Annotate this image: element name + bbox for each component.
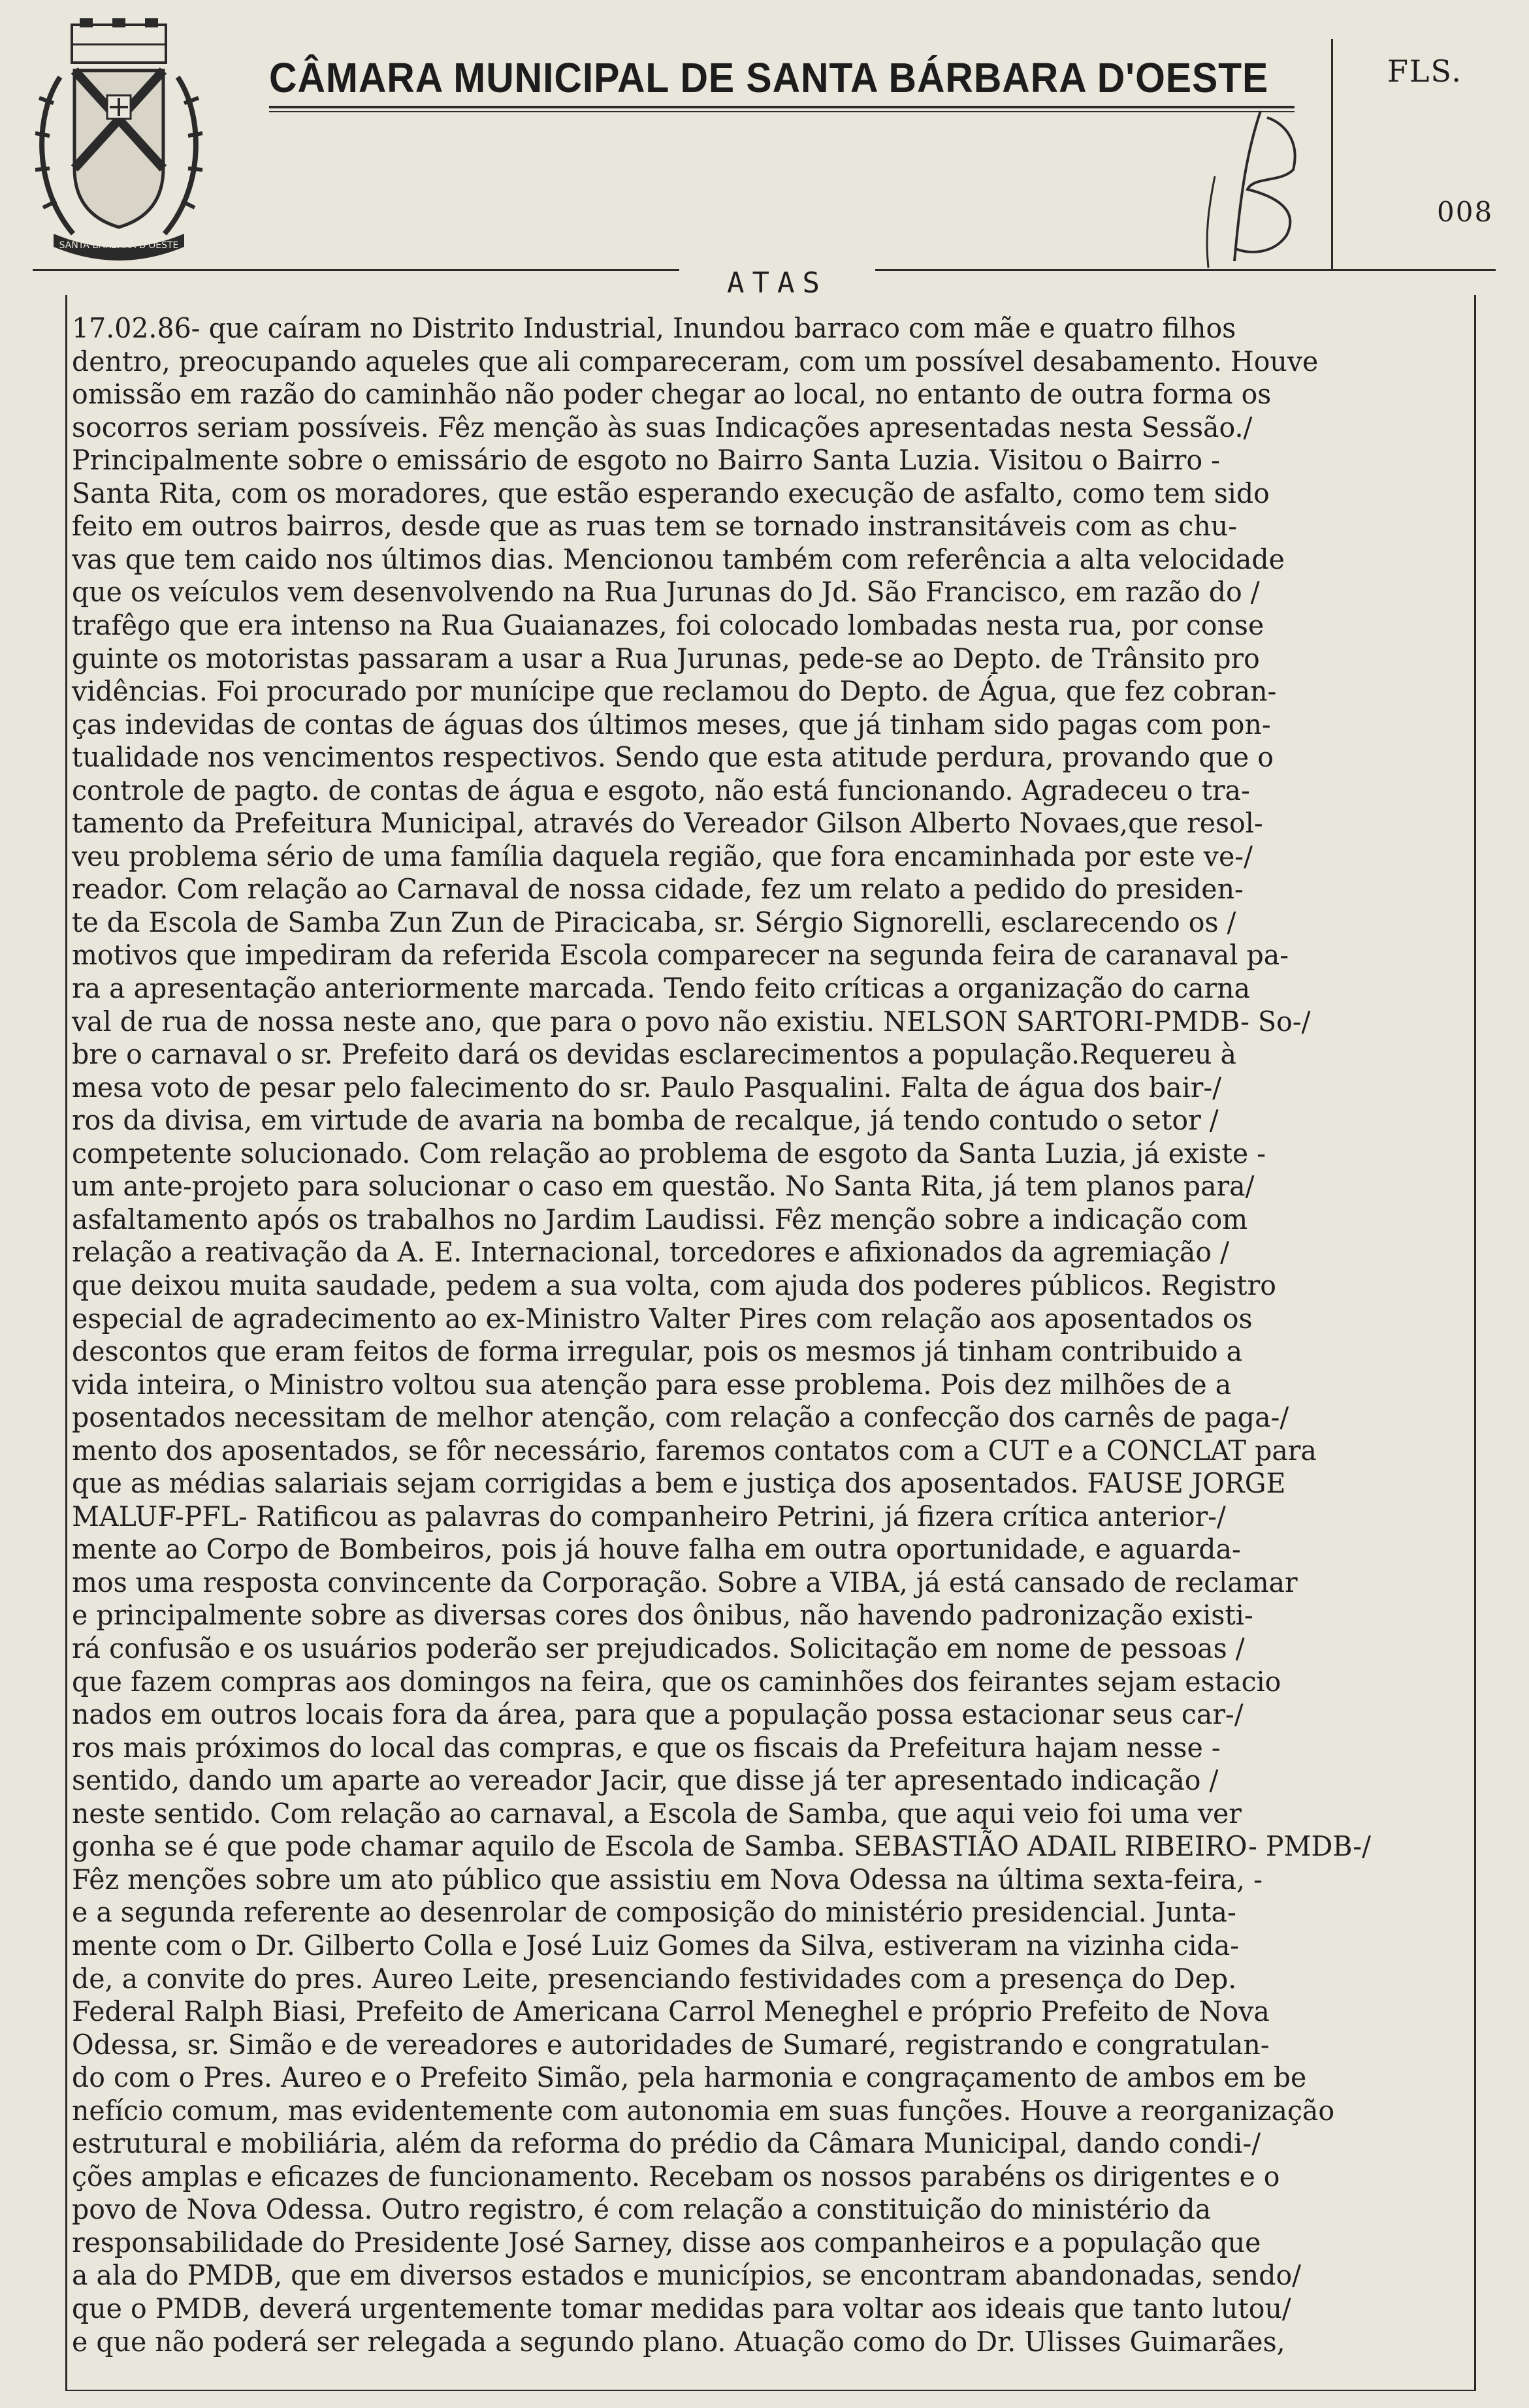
handwritten-signature-icon [1169,98,1326,274]
minutes-line: a ala do PMDB, que em diversos estados e municípios, se encontram abandonadas, sendo/ [72,2259,1302,2292]
minutes-line: e principalmente sobre as diversas cores dos ônibus, não havendo padronização existi- [72,1599,1253,1632]
minutes-line: dentro, preocupando aqueles que ali compareceram, com um possível desabamento. Houve [72,345,1319,377]
minutes-line: vas que tem caido nos últimos dias. Mencionou também com referência a alta velocidade [72,543,1285,575]
minutes-line: posentados necessitam de melhor atenção, com relação a confecção dos carnês de paga-/ [72,1401,1289,1434]
minutes-line: mente com o Dr. Gilberto Colla e José Luiz Gomes da Silva, estiveram na vizinha cida- [72,1929,1240,1961]
minutes-line: reador. Com relação ao Carnaval de nossa cidade, fez um relato a pedido do presiden- [72,873,1244,906]
folio-number: 008 [1437,196,1494,228]
minutes-line: especial de agradecimento ao ex-Ministro Valter Pires com relação aos aposentados os [72,1302,1253,1335]
minutes-line: guinte os motoristas passaram a usar a Rua Jurunas, pede-se ao Depto. de Trânsito pro [72,642,1260,674]
header-rule [269,106,1295,108]
minutes-line: Santa Rita, com os moradores, que estão esperando execução de asfalto, como tem sido [72,477,1270,509]
minutes-line: mesa voto de pesar pelo falecimento do sr. Paulo Pasqualini. Falta de água dos bair-/ [72,1071,1222,1103]
minutes-line: que deixou muita saudade, pedem a sua volta, com ajuda dos poderes públicos. Registro [72,1269,1276,1301]
header-rule-thin [269,111,1295,112]
minutes-line: que fazem compras aos domingos na feira, que os caminhões dos feirantes sejam estacio [72,1665,1281,1698]
minutes-line: que os veículos vem desenvolvendo na Rua Jurunas do Jd. São Francisco, em razão do / [72,576,1260,609]
minutes-line: mente ao Corpo de Bombeiros, pois já houve falha em outra oportunidade, e aguarda- [72,1533,1241,1566]
minutes-line: bre o carnaval o sr. Prefeito dará os devidas esclarecimentos a população.Requereu à [72,1038,1236,1071]
minutes-line: competente solucionado. Com relação ao problema de esgoto da Santa Luzia, já existe - [72,1137,1266,1169]
minutes-line: sentido, dando um aparte ao vereador Jacir, que disse já ter apresentado indicação / [72,1764,1219,1797]
minutes-line: descontos que eram feitos de forma irregular, pois os mesmos já tinham contribuido a [72,1335,1243,1368]
section-title: ATAS [727,266,828,300]
minutes-line: relação a reativação da A. E. Internacional, torcedores e afixionados da agremiação / [72,1236,1229,1269]
document-header-title: CÂMARA MUNICIPAL DE SANTA BÁRBARA D'OESTE [269,54,1269,101]
minutes-line: neste sentido. Com relação ao carnaval, a Escola de Samba, que aqui veio foi uma ver [72,1797,1242,1830]
minutes-line: tamento da Prefeitura Municipal, através do Vereador Gilson Alberto Novaes,que resol- [72,807,1263,840]
minutes-line: gonha se é que pode chamar aquilo de Escola de Samba. SEBASTIÃO ADAIL RIBEIRO- PMDB-/ [72,1830,1371,1863]
minutes-line: socorros seriam possíveis. Fêz menção às suas Indicações apresentadas nesta Sessão./ [72,411,1253,443]
minutes-line: mos uma resposta convincente da Corporação. Sobre a VIBA, já está cansado de reclamar [72,1566,1298,1598]
minutes-line: asfaltamento após os trabalhos no Jardim Laudissi. Fêz menção sobre a indicação com [72,1203,1248,1235]
minutes-line: e que não poderá ser relegada a segundo plano. Atuação como do Dr. Ulisses Guimarães, [72,2325,1285,2358]
minutes-line: Odessa, sr. Simão e de vereadores e autoridades de Sumaré, registrando e congratulan- [72,2028,1270,2061]
minutes-line: nados em outros locais fora da área, para que a população possa estacionar seus car-/ [72,1698,1244,1731]
minutes-line: rá confusão e os usuários poderão ser prejudicados. Solicitação em nome de pessoas / [72,1632,1245,1664]
section-rule-left [33,269,679,271]
minutes-line: Principalmente sobre o emissário de esgoto no Bairro Santa Luzia. Visitou o Bairro - [72,444,1220,477]
minutes-line: tualidade nos vencimentos respectivos. Sendo que esta atitude perdura, provando que o [72,741,1274,774]
minutes-line: ros mais próximos do local das compras, e que os fiscais da Prefeitura hajam nesse - [72,1731,1221,1764]
minutes-line: MALUF-PFL- Ratificou as palavras do companheiro Petrini, já fizera crítica anterior-/ [72,1500,1226,1532]
minutes-line: Federal Ralph Biasi, Prefeito de Americana Carrol Meneghel e próprio Prefeito de Nova [72,1995,1270,2028]
minutes-line: um ante-projeto para solucionar o caso em questão. No Santa Rita, já tem planos para/ [72,1170,1255,1203]
minutes-line: val de rua de nossa neste ano, que para o povo não existiu. NELSON SARTORI-PMDB- So-/ [72,1005,1311,1038]
minutes-line: estrutural e mobiliária, além da reforma do prédio da Câmara Municipal, dando condi-/ [72,2127,1261,2160]
minutes-line: do com o Pres. Aureo e o Prefeito Simão, pela harmonia e congraçamento de ambos em be [72,2061,1307,2094]
minutes-line: que o PMDB, deverá urgentemente tomar medidas para voltar aos ideais que tanto lutou/ [72,2292,1291,2324]
minutes-line: responsabilidade do Presidente José Sarney, disse aos companheiros e a população que [72,2226,1261,2258]
minutes-line: Fêz menções sobre um ato público que assistiu em Nova Odessa na última sexta-feira, - [72,1863,1263,1895]
minutes-line: feito em outros bairros, desde que as ruas tem se tornado instransitáveis com as chu- [72,510,1238,543]
minutes-line: ra a apresentação anteriormente marcada. Tendo feito críticas a organização do carna [72,972,1251,1004]
minutes-line: omissão em razão do caminhão não poder chegar ao local, no entanto de outra forma os [72,378,1272,411]
fls-label: FLS. [1387,54,1462,89]
minutes-line: ções amplas e eficazes de funcionamento. Recebam os nossos parabéns os dirigentes e o [72,2160,1280,2193]
minutes-line: povo de Nova Odessa. Outro registro, é com relação a constituição do ministério da [72,2193,1212,2226]
minutes-line: controle de pagto. de contas de água e esgoto, não está funcionando. Agradeceu o tra- [72,774,1250,806]
minutes-line: mento dos aposentados, se fôr necessário, faremos contatos com a CUT e a CONCLAT para [72,1434,1317,1466]
minutes-line: nefício comum, mas evidentemente com autonomia em suas funções. Houve a reorganização [72,2094,1335,2127]
minutes-line: ros da divisa, em virtude de avaria na bomba de recalque, já tendo contudo o setor / [72,1104,1219,1137]
minutes-line: motivos que impediram da referida Escola comparecer na segunda feira de caranaval pa- [72,939,1289,972]
minutes-line: ças indevidas de contas de águas dos últimos meses, que já tinham sido pagas com pon- [72,708,1271,740]
minutes-line: veu problema sério de uma família daquela região, que fora encaminhada por este ve-/ [72,840,1253,872]
crest-motto: SANTA BARBARA D'OESTE [59,240,179,251]
minutes-line: te da Escola de Samba Zun Zun de Piracicaba, sr. Sérgio Signorelli, esclarecendo os / [72,906,1236,938]
minutes-line: e a segunda referente ao desenrolar de composição do ministério presidencial. Junta- [72,1896,1236,1929]
minutes-line: de, a convite do pres. Aureo Leite, presenciando festividades com a presença do Dep. [72,1962,1237,1995]
minutes-line: vida inteira, o Ministro voltou sua atenção para esse problema. Pois dez milhões de a [72,1368,1232,1401]
minutes-line: 17.02.86- que caíram no Distrito Industrial, Inundou barraco com mãe e quatro filhos [72,312,1236,344]
margin-divider [1331,39,1333,269]
section-rule-right [875,269,1496,271]
minutes-line: trafêgo que era intenso na Rua Guaianazes, foi colocado lombadas nesta rua, por conse [72,609,1264,641]
minutes-line: vidências. Foi procurado por munícipe que reclamou do Depto. de Água, que fez cobran- [72,675,1277,708]
minutes-line: que as médias salariais sejam corrigidas a bem e justiça dos aposentados. FAUSE JORGE [72,1467,1286,1500]
municipal-crest-icon [34,18,204,261]
